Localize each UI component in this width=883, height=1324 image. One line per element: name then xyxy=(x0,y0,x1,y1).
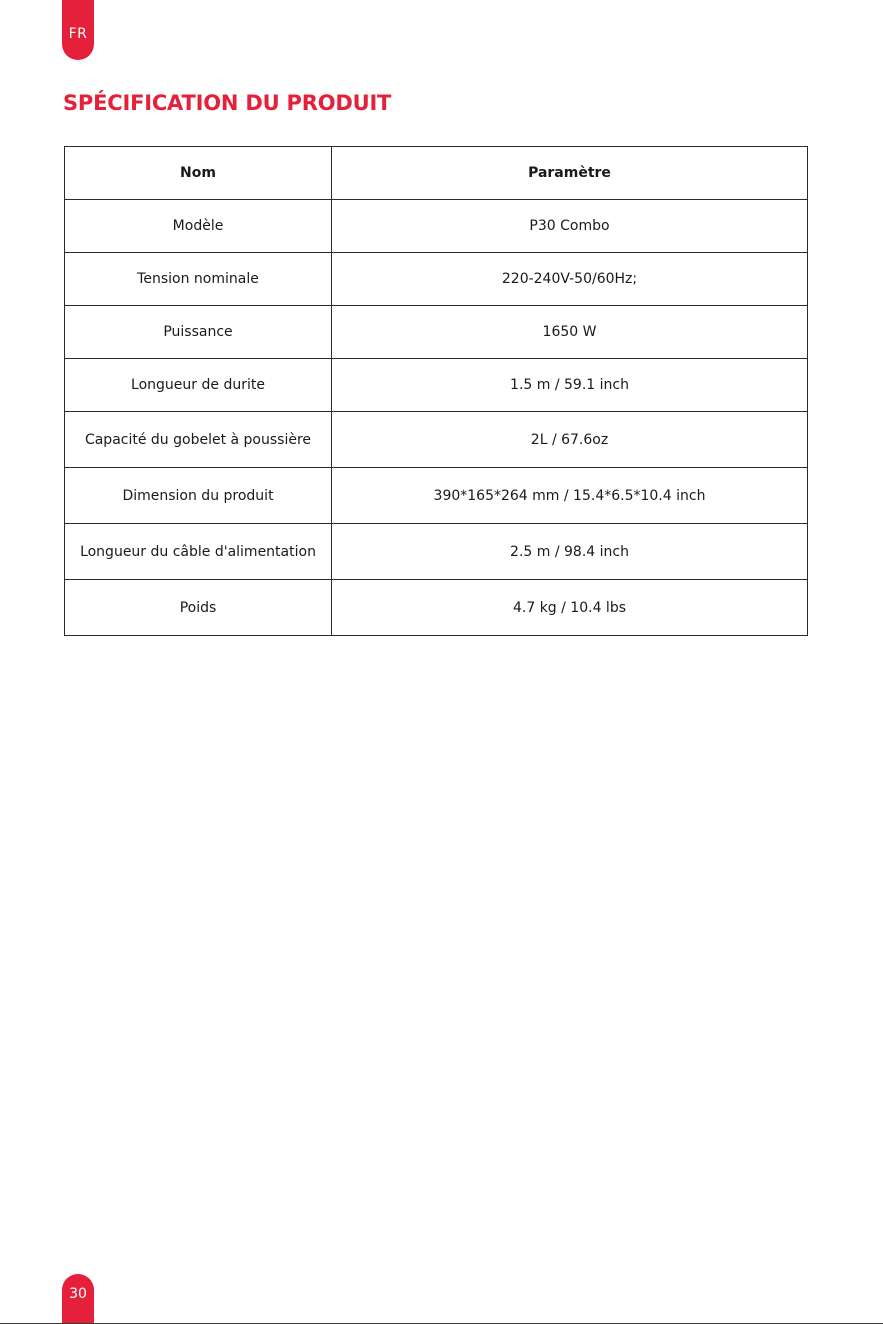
column-header-parameter: Paramètre xyxy=(332,147,808,200)
row-name-cell: Capacité du gobelet à poussière xyxy=(65,412,332,468)
row-name-cell: Poids xyxy=(65,580,332,636)
table-row xyxy=(65,253,808,306)
row-name-cell: Longueur du câble d'alimentation xyxy=(65,524,332,580)
row-name-cell: Tension nominale xyxy=(65,253,332,306)
table-row xyxy=(65,200,808,253)
table-row xyxy=(65,412,808,468)
table-row xyxy=(65,580,808,636)
row-name-cell: Dimension du produit xyxy=(65,468,332,524)
language-tab-label: FR xyxy=(68,26,88,42)
row-value-cell: 390*165*264 mm / 15.4*6.5*10.4 inch xyxy=(332,468,808,524)
language-tab xyxy=(62,0,94,60)
spec-table-body xyxy=(65,200,808,636)
table-row xyxy=(65,306,808,359)
table-row xyxy=(65,468,808,524)
page-number-tab xyxy=(62,1274,94,1324)
row-value-cell: 1.5 m / 59.1 inch xyxy=(332,359,808,412)
table-row xyxy=(65,359,808,412)
column-header-name: Nom xyxy=(65,147,332,200)
row-name-cell: Puissance xyxy=(65,306,332,359)
table-header-row xyxy=(65,147,808,200)
row-name-cell: Longueur de durite xyxy=(65,359,332,412)
page-title: SPÉCIFICATION DU PRODUIT xyxy=(63,91,392,115)
row-value-cell: 4.7 kg / 10.4 lbs xyxy=(332,580,808,636)
spec-table xyxy=(64,146,808,636)
row-name-cell: Modèle xyxy=(65,200,332,253)
row-value-cell: P30 Combo xyxy=(332,200,808,253)
row-value-cell: 220-240V-50/60Hz; xyxy=(332,253,808,306)
table-row xyxy=(65,524,808,580)
row-value-cell: 2L / 67.6oz xyxy=(332,412,808,468)
page-number: 30 xyxy=(69,1286,87,1302)
row-value-cell: 1650 W xyxy=(332,306,808,359)
row-value-cell: 2.5 m / 98.4 inch xyxy=(332,524,808,580)
